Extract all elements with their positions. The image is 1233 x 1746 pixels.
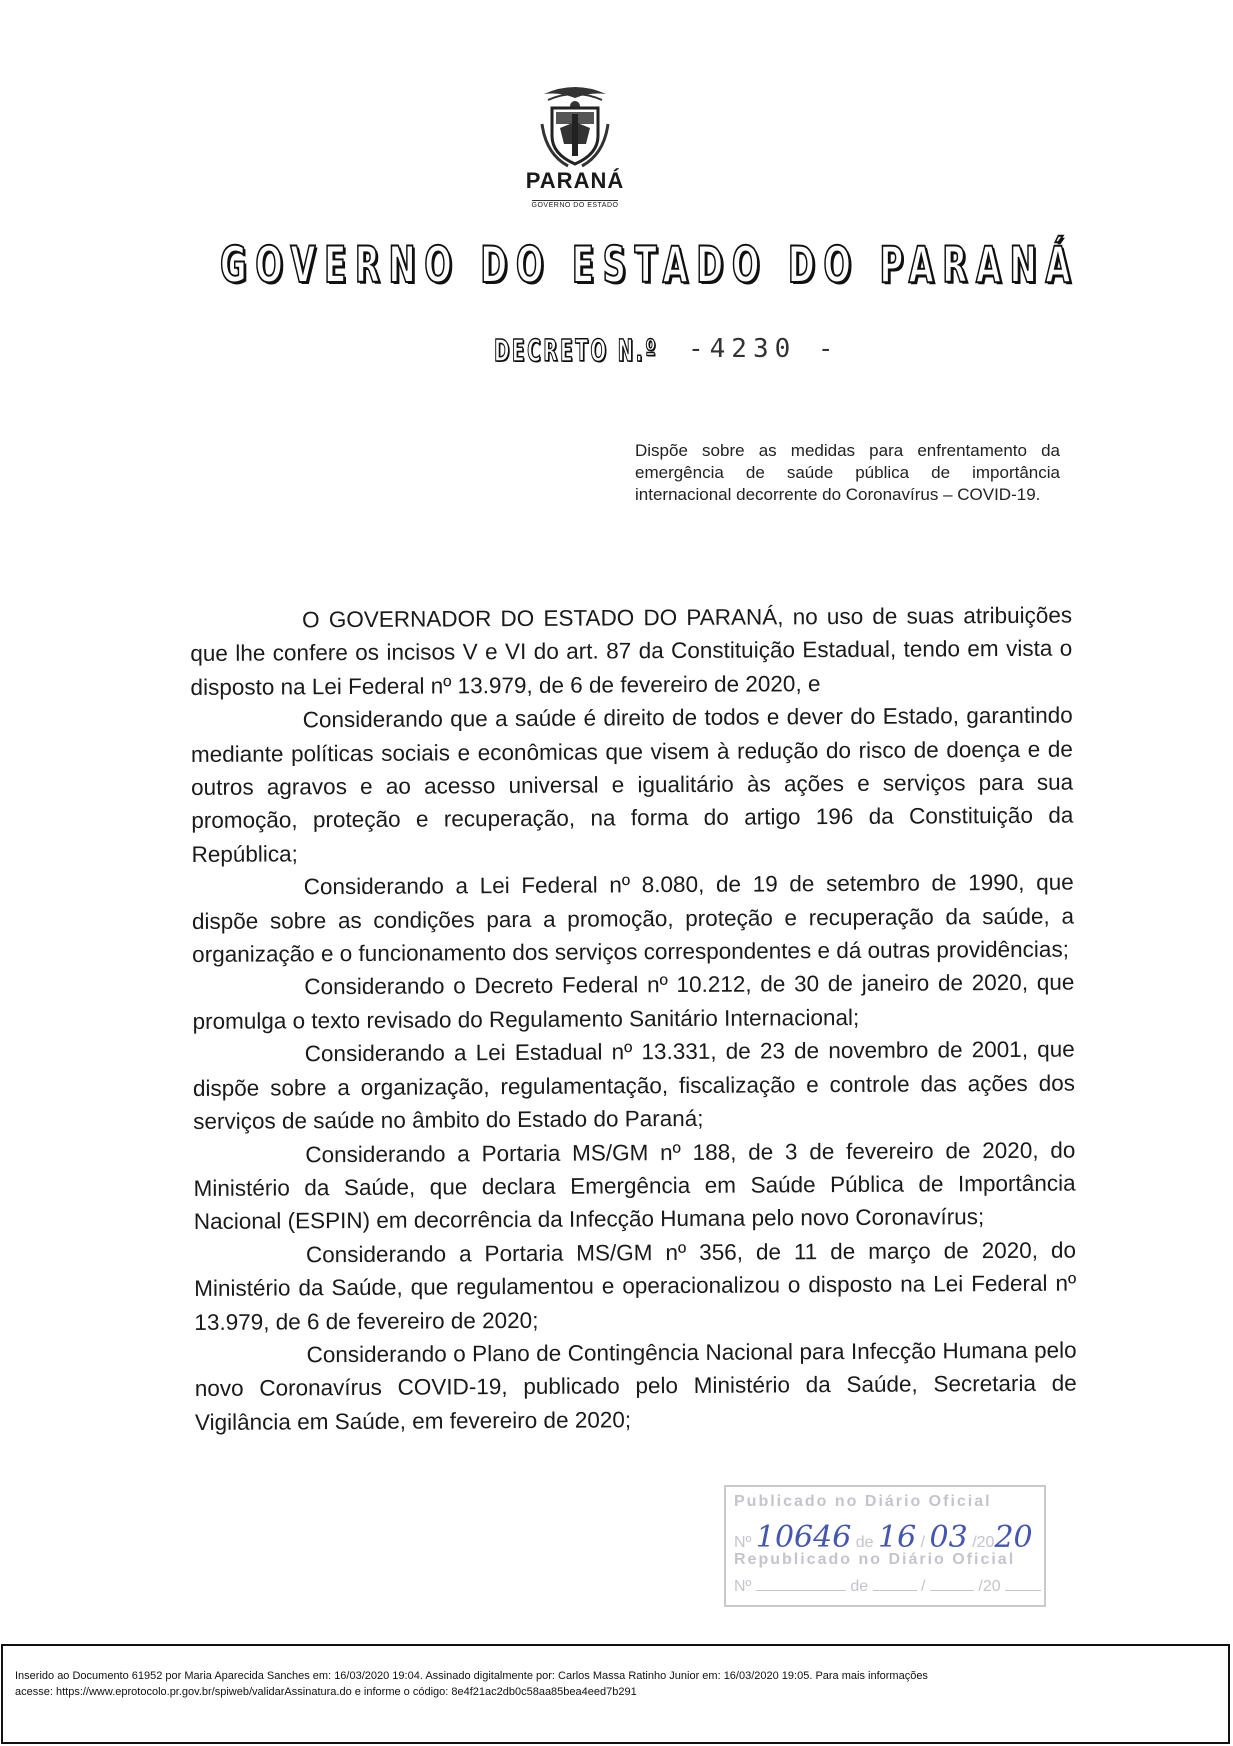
coat-of-arms-icon [538, 84, 612, 170]
signature-footer [1, 1644, 1230, 1744]
paragraph-considering: Considerando a Lei Estadual nº 13.331, de 23 de novembro de 2001, que dispõe sobre a organização, regulamentação, fiscalização e controle das ações dos serviços de saúde no âmbito do Estado do Paraná; [192, 1036, 1076, 1135]
stamp-no-prefix: Nº [734, 1534, 752, 1551]
footer-line-2: acesse: https://www.eprotocolo.pr.gov.br/spiweb/validarAssinatura.do e informe o código: 8e4f21ac2db0c58aa85bea4eed7b291 [15, 1686, 637, 1698]
decree-body [190, 599, 1077, 1440]
stamp-sep: / [920, 1534, 926, 1551]
paragraph-preamble: O GOVERNADOR DO ESTADO DO PARANÁ, no uso de suas atribuições que lhe confere os incisos V e VI do art. 87 da Constituição Estadual, tendo em vista o disposto na Lei Federal nº 13.979, de 6 de fevereiro de 2020, e [190, 602, 1073, 700]
stamp-republished-label: Republicado no Diário Oficial [734, 1551, 1016, 1568]
stamp-blank-year: /20 [978, 1578, 1001, 1595]
stamp-republished-line [734, 1578, 1041, 1596]
paragraph-considering: Considerando que a saúde é direito de todos e dever do Estado, garantindo mediante políticas sociais e econômicas que visem à redução do risco de doença e de outros agravos e ao acesso universal e igualitário às ações e serviços para sua promoção, proteção e recuperação, na forma do artigo 196 da Constituição da República; [190, 702, 1074, 867]
stamp-blank-sep: / [921, 1578, 926, 1595]
stamp-published-line [734, 1520, 1033, 1555]
paragraph-considering: Considerando o Plano de Contingência Nacional para Infecção Humana pelo novo Coronavírus COVID-19, publicado pelo Ministério da Saúde, Secretaria de Vigilância em Saúde, em fevereiro de 2020; [194, 1337, 1077, 1435]
stamp-year-prefix: /20 [972, 1534, 995, 1551]
state-crest [520, 84, 630, 214]
crest-state-name: PARANÁ [525, 168, 625, 193]
decree-number: -4230 - [688, 334, 840, 364]
paragraph-considering: Considerando a Lei Federal nº 8.080, de 19 de setembro de 1990, que dispõe sobre as condições para a promoção, proteção e recuperação da saúde, a organização e o funcionamento dos serviços correspondentes e dá outras providências; [191, 869, 1074, 968]
stamp-blank-de: de [850, 1578, 869, 1595]
paragraph-considering: Considerando o Decreto Federal nº 10.212, de 30 de janeiro de 2020, que promulga o texto revisado do Regulamento Sanitário Internacional; [192, 970, 1075, 1034]
ementa: Dispõe sobre as medidas para enfrentamento da emergência de saúde pública de importância internacional decorrente do Coronavírus – COVID-19. [635, 441, 1060, 504]
government-title: GOVERNO DO ESTADO DO PARANÁ [220, 236, 1080, 294]
publication-stamp [724, 1485, 1046, 1607]
paragraph-considering: Considerando a Portaria MS/GM nº 356, de 11 de março de 2020, do Ministério da Saúde, que regulamentou e operacionalizou o disposto na Lei Federal nº 13.979, de 6 de fevereiro de 2020; [194, 1237, 1077, 1335]
paragraph-considering: Considerando a Portaria MS/GM nº 188, de 3 de fevereiro de 2020, do Ministério da Saúde, que declara Emergência em Saúde Pública de Importância Nacional (ESPIN) em decorrência da Infecção Humana pelo novo Coronavírus; [193, 1137, 1076, 1235]
stamp-day: 16 [878, 1520, 917, 1555]
stamp-published-label: Publicado no Diário Oficial [734, 1493, 992, 1510]
crest-subtitle: GOVERNO DO ESTADO [531, 202, 619, 209]
stamp-year-suffix: 20 [994, 1520, 1033, 1555]
stamp-edition-number: 10646 [755, 1520, 852, 1555]
stamp-blank-no: Nº [734, 1578, 752, 1595]
stamp-month: 03 [929, 1520, 968, 1555]
stamp-de: de [855, 1534, 874, 1551]
footer-line-1: Inserido ao Documento 61952 por Maria Aparecida Sanches em: 16/03/2020 19:04. Assinado digitalmente por: Carlos Massa Ratinho Junior em: 16/03/2020 19:05. Para mais informações [15, 1670, 928, 1682]
decree-label: DECRETO N.º [494, 334, 659, 369]
